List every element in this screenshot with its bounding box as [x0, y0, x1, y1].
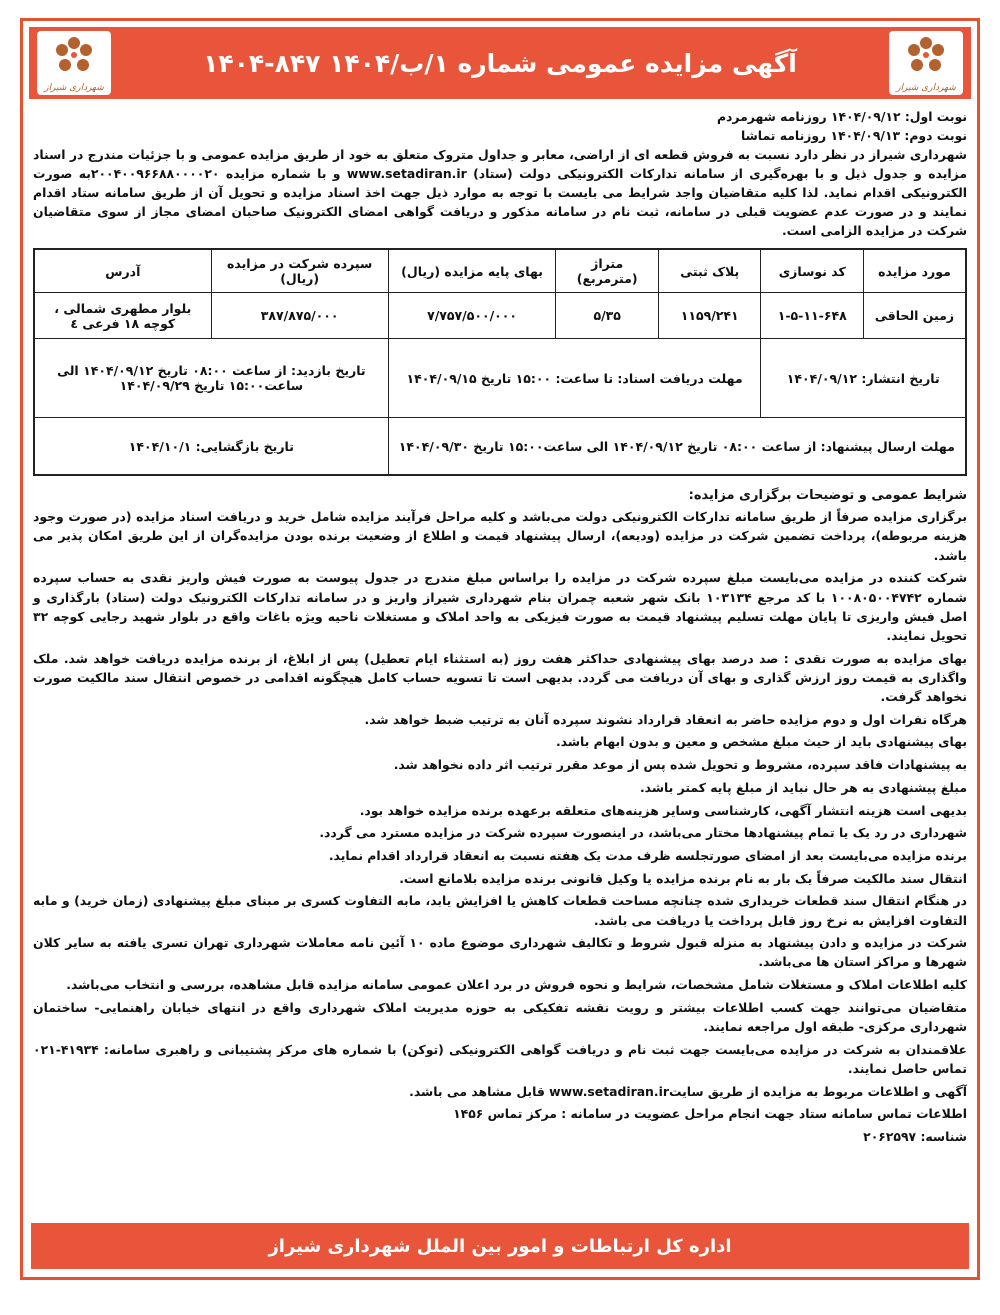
table-cell: ۵/۳۵ [556, 293, 659, 339]
dates-row [34, 339, 966, 418]
condition-item: به پیشنهادات فاقد سپرده، مشروط و تحویل شده پس از موعد مقرر ترتیب اثر داده نخواهد شد. [393, 757, 967, 773]
condition-item: برنده مزایده می‌بایست بعد از امضای صورتجلسه ظرف مدت یک هفته نسبت به انعقاد قرارداد اقدام نماید. [328, 847, 967, 863]
advertisement-page [20, 18, 980, 1280]
condition-item: انتقال سند مالکیت صرفاً یک بار به نام برنده مزایده یا وکیل قانونی برنده مزایده بلامانع است. [399, 870, 967, 886]
condition-item: مبلغ پیشنهادی به هر حال نباید از مبلغ پایه کمتر باشد. [639, 779, 967, 795]
logo-caption: شهرداری شیراز [896, 83, 956, 93]
column-header: متراژ (مترمربع) [556, 249, 659, 293]
condition-item: کلیه اطلاعات املاک و مستغلات شامل مشخصات، شرایط و نحوه فروش در برد اعلان عمومی سامانه مزایده قابل مشاهده، بررسی و انتخاب می‌باشد. [66, 977, 967, 993]
condition-item: شرکت کننده در مزایده می‌بایست مبلغ سپرده شرکت در مزایده را براساس مبلغ مندرج در جدول پیوست به صورت فیش واریز نقدی به حساب سپرده شماره ۱۰۰۸۰۵۰۰۴۷۴۲ با کد مرجع ۱۰۳۱۳۴ بانک شهر شعبه چمران بنام شهرداری شیراز واریز و در سامانه تدارکات الکترونیک دولت (ستاد) بارگذاری و اصل فیش واریزی تا پایان مهلت تسلیم پیشنهاد قیمت به صورت فیزیکی به واحد املاک و مستغلات ناحیه ویژه باغات واقع در بلوار شهید رجایی کوچه ۳۲ تحویل نمایند. [33, 570, 967, 643]
opening-date-cell: تاریخ بازگشایی: ۱۴۰۴/۱۰/۱ [34, 418, 388, 476]
table-cell: ۱۱۵۹/۲۴۱ [658, 293, 761, 339]
first-publication-line: نوبت اول: ۱۴۰۴/۰۹/۱۲ روزنامه شهرمردم [716, 109, 967, 124]
condition-item: برگزاری مزایده صرفاً از طریق سامانه تدارکات الکترونیکی دولت می‌باشد و کلیه مراحل فرآیند مزایده شامل خرید و دریافت اسناد مزایده (در صورت وجود هزینه مربوطه)، پرداخت تضمین شرکت در مزایده (ودیعه)، ارسال پیشنهاد قیمت و اطلاع از وضعیت برنده بودن مزایده‌گران از این طریق امکان پذیر می باشد. [33, 509, 967, 563]
column-header: سپرده شرکت در مزایده (ریال) [211, 249, 388, 293]
condition-item: شناسه: ۲۰۶۲۵۹۷ [863, 1129, 967, 1145]
footer-banner [31, 1223, 969, 1269]
flower-emblem-icon [905, 35, 947, 77]
table-cell: زمین الحاقی [863, 293, 966, 339]
send-row [34, 418, 966, 476]
page-title: آگهی مزایده عمومی شماره ۱/ب/۱۴۰۴ ۸۴۷-۱۴۰۴ [203, 48, 797, 78]
second-publication-line: نوبت دوم: ۱۴۰۴/۰۹/۱۳ روزنامه تماشا [740, 128, 967, 143]
condition-item: بهای مزایده به صورت نقدی : صد درصد بهای پیشنهادی حداکثر هفت روز (به استثناء ایام تعطیل) پس از ابلاغ، از برنده مزایده دریافت خواهد شد. ملک واگذاری به قیمت روز ارزش گذاری و بهای آن دریافت می گردد. بدیهی است تا تسویه حساب کامل هیچگونه اقدامی در خصوص انتقال سند مالکیت صورت نخواهد گرفت. [33, 650, 967, 705]
column-header: مورد مزایده [863, 249, 966, 293]
table-cell: ۳۸۷/۸۷۵/۰۰۰ [211, 293, 388, 339]
table-header-row [34, 249, 966, 293]
table-cell: ۱-۵-۱۱-۶۴۸ [761, 293, 864, 339]
publish-date-cell: تاریخ انتشار: ۱۴۰۴/۰۹/۱۲ [761, 339, 966, 418]
condition-item: هرگاه نفرات اول و دوم مزایده حاضر به انعقاد قرارداد نشوند سپرده آنان به ترتیب ضبط خواهد شد. [364, 711, 967, 727]
logo-caption: شهرداری شیراز [44, 83, 104, 93]
send-deadline-cell: مهلت ارسال پیشنهاد: از ساعت ۰۸:۰۰ تاریخ ۱۴۰۴/۰۹/۱۲ الی ساعت۱۵:۰۰ تاریخ ۱۴۰۴/۰۹/۳۰ [388, 418, 966, 476]
column-header: آدرس [34, 249, 211, 293]
table-cell: ۷/۷۵۷/۵۰۰/۰۰۰ [388, 293, 556, 339]
doc-deadline-cell: مهلت دریافت اسناد: تا ساعت: ۱۵:۰۰ تاریخ ۱۴۰۴/۰۹/۱۵ [388, 339, 761, 418]
condition-item: در هنگام انتقال سند قطعات خریداری شده چنانچه مساحت قطعات کاهش یا افزایش یابد، مابه التفاوت کسری بر مبنای مبلغ پیشنهادی (زمان خرید) و مابه التفاوت افزایش به نرخ روز قابل پرداخت یا دریافت می باشد. [33, 893, 967, 928]
conditions-heading: شرایط عمومی و توضیحات برگزاری مزایده: [688, 488, 967, 503]
header-banner [29, 27, 971, 99]
footer-text: اداره کل ارتباطات و امور بین الملل شهرداری شیراز [268, 1235, 732, 1257]
flower-emblem-icon [53, 35, 95, 77]
shiraz-municipality-logo [889, 31, 963, 95]
column-header: بهای پایه مزایده (ریال) [388, 249, 556, 293]
condition-item: بدیهی است هزینه انتشار آگهی، کارشناسی وسایر هزینه‌های متعلقه برعهده برنده مزایده خواهد بود. [359, 802, 967, 818]
condition-item: متقاضیان می‌توانند جهت کسب اطلاعات بیشتر و رویت نقشه تفکیکی به حوزه مدیریت املاک شهرداری واقع در انتهای خیابان راهنمایی- ساختمان شهرداری مرکزی- طبقه اول مراجعه نمایند. [33, 999, 967, 1035]
visit-date-cell: تاریخ بازدید: از ساعت ۰۸:۰۰ تاریخ ۱۴۰۴/۰۹/۱۲ الی ساعت۱۵:۰۰ تاریخ ۱۴۰۴/۰۹/۲۹ [34, 339, 388, 418]
condition-item: شرکت در مزایده و دادن پیشنهاد به منزله قبول شروط و تکالیف شهرداری موضوع ماده ۱۰ آئین نامه معاملات شهرداری تهران تسری یافته به سایر کلان شهرها و مراکز استان ها می‌باشد. [33, 935, 968, 970]
condition-item: علاقمندان به شرکت در مزایده می‌بایست جهت ثبت نام و دریافت گواهی الکترونیکی (توکن) با شماره های مرکز پشتیبانی و راهبری سامانه: ۴۱۹۳۴-۰۲۱ تماس حاصل نمایند. [33, 1041, 967, 1076]
conditions-section [23, 476, 977, 1146]
condition-item: اطلاعات تماس سامانه ستاد جهت انجام مراحل عضویت در سامانه : مرکز تماس ۱۴۵۶ [453, 1106, 967, 1122]
intro-section [23, 99, 977, 240]
table-row [34, 293, 966, 339]
table-cell: بلوار مطهری شمالی ، کوچه ۱۸ فرعی ٤ [34, 293, 211, 339]
condition-item: آگهی و اطلاعات مربوط به مزایده از طریق سایتwww.setadiran.ir قابل مشاهد می باشد. [409, 1083, 967, 1099]
column-header: کد نوسازی [761, 249, 864, 293]
intro-paragraph: شهرداری شیراز در نظر دارد نسبت به فروش قطعه ای از اراضی، معابر و جداول متروک متعلق به خود از طریق مزایده عمومی و با جزئیات مندرج در اسناد مزایده و جدول ذیل و با بهره‌گیری از سامانه تدارکات الکترونیکی دولت (ستاد) www.setadiran.ir و با شماره مزایده ۲۰۰۴۰۰۹۶۶۸۸۰۰۰۰۲۰به صورت الکترونیکی اقدام نماید. لذا کلیه متقاضیان واجد شرایط می بایست با توجه به موارد ذیل جهت اخذ اسناد مزایده و تحویل آن از طریق سامانه ستاد اقدام نمایند و در صورت عدم عضویت قبلی در سامانه، ثبت نام در سامانه مذکور و دریافت گواهی امضای الکترونیک صاحبان امضای مجاز از سوی متقاضیان شرکت در مزایده الزامی است. [33, 147, 967, 238]
shiraz-municipality-logo [37, 31, 111, 95]
condition-item: بهای پیشنهادی باید از حیث مبلغ مشخص و معین و بدون ابهام باشد. [555, 734, 967, 750]
auction-table [33, 248, 967, 476]
column-header: پلاک ثبتی [658, 249, 761, 293]
condition-item: شهرداری در رد یک یا تمام پیشنهادها مختار می‌باشد، در اینصورت سپرده شرکت در مزایده مسترد می گردد. [319, 825, 967, 841]
